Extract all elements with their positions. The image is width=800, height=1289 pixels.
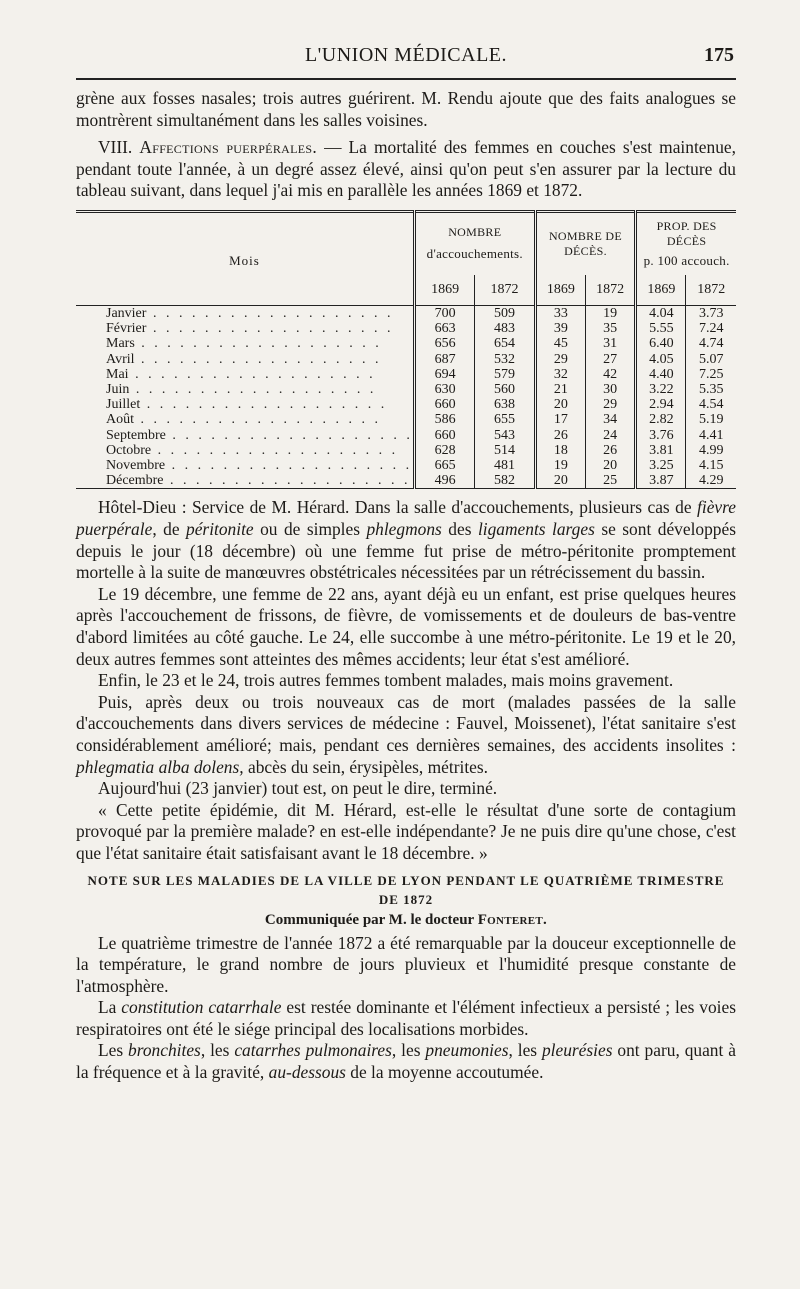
- value-cell: 514: [475, 443, 535, 458]
- text-run: des: [441, 519, 478, 539]
- table-row: [76, 428, 736, 443]
- value-cell: 663: [414, 321, 474, 336]
- table-row: [76, 367, 736, 382]
- value-cell: 17: [535, 412, 585, 427]
- value-cell: 4.04: [636, 305, 686, 321]
- month-cell: [76, 458, 414, 473]
- year-cell: 1872: [475, 275, 535, 306]
- italic-term: phlegmons: [366, 519, 442, 539]
- paragraph-enfin: Enfin, le 23 et le 24, trois autres femmes tombent malades, mais moins gravement.: [98, 670, 674, 691]
- text-run: est restée dominante et l'élément infectieux a persisté ; les voies respiratoires ont été le siége principal des localisations morbides.: [76, 997, 736, 1039]
- header-line: NOMBRE: [448, 225, 502, 240]
- value-cell: 33: [535, 305, 585, 321]
- value-cell: 628: [414, 443, 474, 458]
- value-cell: 483: [475, 321, 535, 336]
- value-cell: 21: [535, 382, 585, 397]
- value-cell: 4.05: [636, 352, 686, 367]
- value-cell: 654: [475, 336, 535, 351]
- value-cell: 4.29: [686, 473, 736, 489]
- value-cell: 20: [585, 458, 635, 473]
- value-cell: 25: [585, 473, 635, 489]
- value-cell: 2.94: [636, 397, 686, 412]
- value-cell: 3.25: [636, 458, 686, 473]
- italic-term: bronchites: [128, 1040, 201, 1061]
- month-cell: [76, 412, 414, 427]
- table-row: [76, 305, 736, 321]
- paragraph-quote: « Cette petite épidémie, dit M. Hérard, est-elle le résultat d'une sorte de contagium provoqué par la première malade? en est-elle indépendante? Je ne puis dire qu'une chose, c'est que l'état sanitaire était satisfaisant avant le 18 décembre. »: [76, 799, 736, 863]
- value-cell: 45: [535, 336, 585, 351]
- leader-dots: . . . . . . . . . . . . . . . . . . .: [134, 336, 382, 352]
- value-cell: 26: [585, 443, 635, 458]
- italic-term: fièvre puerpérale: [76, 497, 736, 539]
- text-run: ou de simples: [253, 519, 367, 539]
- value-cell: 586: [414, 412, 474, 427]
- text-run: Les: [98, 1040, 129, 1061]
- value-cell: 655: [475, 412, 535, 427]
- month-name: Mai: [106, 366, 129, 382]
- value-cell: 27: [585, 352, 635, 367]
- value-cell: 4.99: [686, 443, 736, 458]
- value-cell: 3.81: [636, 443, 686, 458]
- value-cell: 5.35: [686, 382, 736, 397]
- value-cell: 7.24: [686, 321, 736, 336]
- value-cell: 2.82: [636, 412, 686, 427]
- value-cell: 7.25: [686, 367, 736, 382]
- italic-term: ligaments larges: [477, 519, 595, 539]
- column-header-mois: Mois: [229, 252, 260, 268]
- header-line: p. 100 accouch.: [643, 252, 730, 268]
- paragraph-quatrieme-trimestre: Le quatrième trimestre de l'année 1872 a été remarquable par la douceur exceptionnelle de la température, le grand nombre de jours pluvieux et l'humidité presque constante de l'atmosphère.: [76, 932, 736, 996]
- header-line: d'accouchements.: [426, 246, 523, 262]
- paragraph-constitution: [76, 997, 736, 1040]
- page-number: 175: [704, 44, 734, 66]
- leader-dots: . . . . . . . . . . . . . . . . . . .: [163, 473, 411, 489]
- column-header-accouchements: [414, 211, 535, 275]
- italic-term: phlegmatia alba dolens,: [76, 756, 244, 777]
- year-cell: 1872: [686, 275, 736, 306]
- paragraph-puis: [76, 692, 736, 778]
- month-cell: [76, 428, 414, 443]
- year-cell: 1869: [636, 275, 686, 306]
- year-cell: 1869: [535, 275, 585, 306]
- text-run: se sont développés depuis le jour (18 décembre) où une femme fut prise de métro-péritonite promptement mortelle à la suite de manœuvres obstétricales nécessitées par un rétrécissement du bassin.: [76, 519, 736, 583]
- value-cell: 4.40: [636, 367, 686, 382]
- table-row: [76, 443, 736, 458]
- paragraph-bronchites: [76, 1040, 736, 1083]
- value-cell: 26: [535, 428, 585, 443]
- month-name: Mars: [106, 336, 135, 352]
- value-cell: 5.55: [636, 321, 686, 336]
- month-cell: [76, 305, 414, 321]
- value-cell: 6.40: [636, 336, 686, 351]
- italic-term: catarrhes pulmonaires: [234, 1040, 392, 1061]
- byline-author: Fonteret.: [477, 911, 548, 928]
- running-header: [76, 44, 736, 74]
- note-title-line: NOTE SUR LES MALADIES DE LA VILLE DE LYON PENDANT LE QUATRIÈME TRIMESTRE: [87, 872, 725, 888]
- mortality-table: [76, 210, 736, 489]
- leader-dots: . . . . . . . . . . . . . . . . . . .: [140, 397, 388, 413]
- value-cell: 656: [414, 336, 474, 351]
- leader-dots: . . . . . . . . . . . . . . . . . . .: [151, 442, 399, 458]
- leader-dots: . . . . . . . . . . . . . . . . . . .: [134, 412, 381, 428]
- value-cell: 3.22: [636, 382, 686, 397]
- article-body: [76, 88, 736, 1084]
- text-run: de la moyenne accoutumée.: [345, 1062, 544, 1083]
- section-heading: Affections puerpérales.: [139, 137, 317, 158]
- month-cell: [76, 397, 414, 412]
- value-cell: 700: [414, 305, 474, 321]
- text-run: abcès du sein, érysipèles, métrites.: [243, 756, 488, 777]
- value-cell: 5.19: [686, 412, 736, 427]
- value-cell: 496: [414, 473, 474, 489]
- value-cell: 543: [475, 428, 535, 443]
- value-cell: 694: [414, 367, 474, 382]
- table-row: [76, 458, 736, 473]
- table-row: [76, 336, 736, 351]
- text-run: , les: [200, 1040, 235, 1061]
- month-name: Septembre: [106, 427, 166, 443]
- leader-dots: . . . . . . . . . . . . . . . . . . .: [165, 427, 413, 443]
- section-viii-paragraph: [76, 137, 736, 202]
- table-year-row: [76, 275, 736, 306]
- column-header-proportion: [636, 211, 736, 275]
- month-name: Décembre: [106, 473, 164, 489]
- month-name: Avril: [106, 351, 135, 367]
- value-cell: 29: [585, 397, 635, 412]
- paragraph-continuation: grène aux fosses nasales; trois autres guérirent. M. Rendu ajoute que des faits analogues se montrèrent simultanément dans les salles voisines.: [76, 88, 736, 130]
- value-cell: 24: [585, 428, 635, 443]
- journal-title: L'UNION MÉDICALE.: [304, 44, 508, 66]
- value-cell: 18: [535, 443, 585, 458]
- text-run: , les: [508, 1040, 542, 1061]
- year-cell: 1869: [414, 275, 474, 306]
- month-name: Février: [106, 321, 147, 337]
- month-name: Novembre: [106, 458, 166, 473]
- value-cell: 4.15: [686, 458, 736, 473]
- value-cell: 481: [475, 458, 535, 473]
- text-run: Puis, après deux ou trois nouveaux cas de mort (malades passées de la salle d'accouchements dans divers services de médecine : Fauvel, Moissenet), l'état sanitaire s'est considérablement amélioré; mais, pendant ces dernières semaines, des accidents insolites :: [76, 691, 736, 755]
- value-cell: 5.07: [686, 352, 736, 367]
- communication-byline: [76, 909, 736, 931]
- value-cell: 665: [414, 458, 474, 473]
- table-row: [76, 412, 736, 427]
- value-cell: 20: [535, 397, 585, 412]
- text-run: , de: [152, 519, 187, 539]
- header-line: PROP. DES DÉCÈS: [656, 218, 717, 248]
- leader-dots: . . . . . . . . . . . . . . . . . . .: [146, 321, 394, 337]
- section-text: La mortalité des femmes en couches s'est maintenue, pendant toute l'année, à un degré assez élevé, ainsi qu'on peut s'en assurer par la lecture du tableau suivant, dans lequel j'ai mis en parallèle les années 1869 et 1872.: [76, 137, 736, 201]
- table-row: [76, 321, 736, 336]
- leader-dots: . . . . . . . . . . . . . . . . . . .: [129, 381, 377, 397]
- value-cell: 3.73: [686, 305, 736, 321]
- leader-dots: . . . . . . . . . . . . . . . . . . .: [146, 305, 394, 321]
- value-cell: 3.87: [636, 473, 686, 489]
- italic-term: constitution catarrhale: [121, 997, 282, 1018]
- value-cell: 579: [475, 367, 535, 382]
- text-run: Hôtel-Dieu : Service de M. Hérard. Dans la salle d'accouchements, plusieurs cas de: [98, 497, 698, 518]
- value-cell: 660: [414, 428, 474, 443]
- table-row: [76, 473, 736, 489]
- italic-term: pleurésies: [541, 1040, 613, 1061]
- column-header-deces: NOMBRE DE DÉCÈS.: [535, 211, 636, 275]
- section-dash: —: [324, 137, 342, 158]
- month-name: Janvier: [106, 305, 147, 321]
- value-cell: 35: [585, 321, 635, 336]
- value-cell: 509: [475, 305, 535, 321]
- value-cell: 3.76: [636, 428, 686, 443]
- value-cell: 4.41: [686, 428, 736, 443]
- table-row: [76, 352, 736, 367]
- value-cell: 687: [414, 352, 474, 367]
- value-cell: 19: [535, 458, 585, 473]
- value-cell: 582: [475, 473, 535, 489]
- value-cell: 4.74: [686, 336, 736, 351]
- value-cell: 32: [535, 367, 585, 382]
- value-cell: 560: [475, 382, 535, 397]
- value-cell: 39: [535, 321, 585, 336]
- leader-dots: . . . . . . . . . . . . . . . . . . .: [128, 366, 376, 382]
- year-cell: 1872: [585, 275, 635, 306]
- header-rule: [76, 78, 736, 80]
- value-cell: 638: [475, 397, 535, 412]
- month-cell: [76, 367, 414, 382]
- hotel-dieu-paragraph: [76, 497, 736, 583]
- value-cell: 19: [585, 305, 635, 321]
- month-name: Juin: [106, 381, 130, 397]
- month-cell: [76, 382, 414, 397]
- value-cell: 29: [535, 352, 585, 367]
- note-title-line: DE 1872: [378, 891, 434, 907]
- paragraph-aujourdhui: Aujourd'hui (23 janvier) tout est, on peut le dire, terminé.: [98, 778, 498, 799]
- paragraph-19-decembre: Le 19 décembre, une femme de 22 ans, ayant déjà eu un enfant, est prise quelques heures après l'accouchement de frissons, de fièvre, de vomissements et de douleurs de bas-ventre d'abord limitées au côté gauche. Le 24, elle succombe à une métro-péritonite. Le 19 et le 20, deux autres femmes sont atteintes des mêmes accidents; leur état s'est amélioré.: [76, 583, 736, 669]
- italic-term: péritonite: [186, 519, 254, 539]
- month-cell: [76, 336, 414, 351]
- table-row: [76, 397, 736, 412]
- table-header-row: [76, 211, 736, 275]
- leader-dots: . . . . . . . . . . . . . . . . . . .: [134, 351, 382, 367]
- month-cell: [76, 473, 414, 489]
- month-name: Juillet: [106, 397, 141, 413]
- month-cell: [76, 321, 414, 336]
- value-cell: 630: [414, 382, 474, 397]
- table-body: [76, 305, 736, 488]
- italic-term: au-dessous: [268, 1062, 346, 1083]
- value-cell: 42: [585, 367, 635, 382]
- year-cell-empty: [76, 275, 414, 306]
- table-row: [76, 382, 736, 397]
- value-cell: 20: [535, 473, 585, 489]
- month-name: Octobre: [106, 442, 152, 458]
- month-name: Août: [106, 412, 134, 428]
- leader-dots: . . . . . . . . . . . . . . . . . . .: [165, 458, 413, 473]
- value-cell: 4.54: [686, 397, 736, 412]
- section-number: VIII.: [98, 137, 133, 158]
- value-cell: 30: [585, 382, 635, 397]
- italic-term: pneumonies: [425, 1040, 509, 1061]
- value-cell: 31: [585, 336, 635, 351]
- byline-prefix: Communiquée par M. le docteur: [264, 911, 478, 928]
- text-run: ont paru, quant à la fréquence et à la gravité,: [76, 1040, 736, 1083]
- month-cell: [76, 352, 414, 367]
- text-run: , les: [391, 1040, 426, 1061]
- note-title: [76, 871, 736, 909]
- value-cell: 34: [585, 412, 635, 427]
- value-cell: 660: [414, 397, 474, 412]
- value-cell: 532: [475, 352, 535, 367]
- month-cell: [76, 443, 414, 458]
- text-run: La: [98, 997, 122, 1018]
